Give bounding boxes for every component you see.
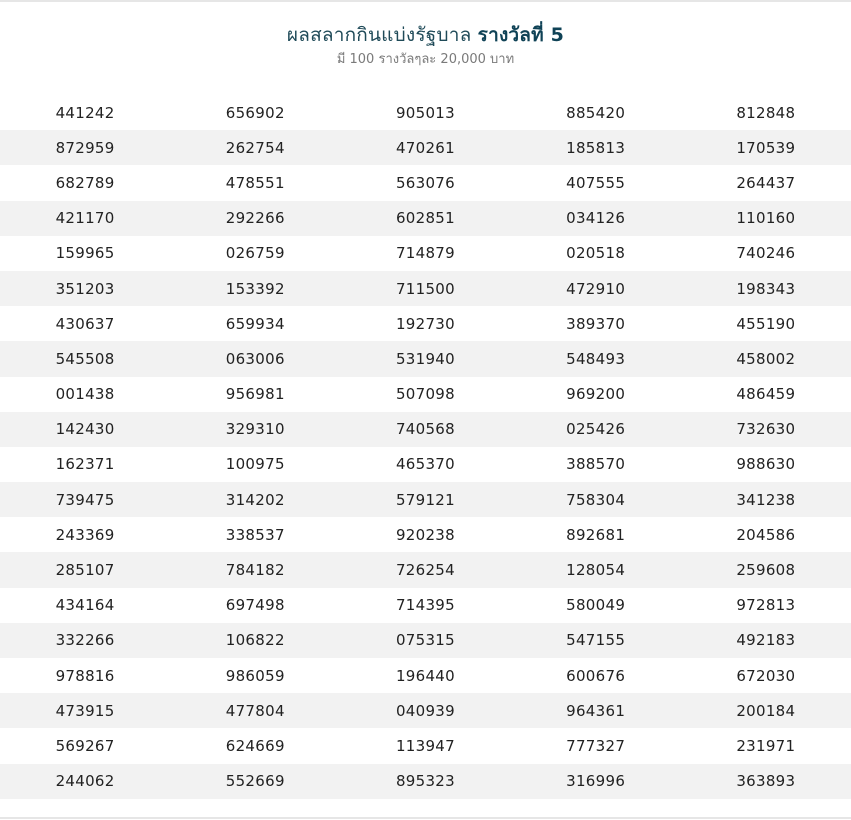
table-row (0, 306, 851, 341)
winning-number: 682789 (55, 173, 115, 192)
winning-number: 244062 (55, 772, 115, 791)
winning-number: 714879 (395, 244, 455, 263)
winning-number: 777327 (566, 736, 626, 755)
winning-number: 739475 (55, 490, 115, 509)
winning-number: 988630 (736, 455, 796, 474)
winning-number: 110160 (736, 209, 796, 228)
winning-number: 492183 (736, 631, 796, 650)
winning-numbers-grid (0, 95, 851, 799)
winning-number: 200184 (736, 701, 796, 720)
prize-tier-label: รางวัลที่ 5 (477, 24, 565, 46)
winning-number: 732630 (736, 420, 796, 439)
winning-number: 262754 (225, 138, 285, 157)
table-row (0, 201, 851, 236)
winning-number: 478551 (225, 173, 285, 192)
table-row (0, 658, 851, 693)
winning-number: 243369 (55, 525, 115, 544)
table-row (0, 447, 851, 482)
winning-number: 142430 (55, 420, 115, 439)
winning-number: 758304 (566, 490, 626, 509)
winning-number: 196440 (395, 666, 455, 685)
winning-number: 001438 (55, 385, 115, 404)
winning-number: 711500 (395, 279, 455, 298)
winning-number: 507098 (395, 385, 455, 404)
winning-number: 885420 (566, 103, 626, 122)
winning-number: 872959 (55, 138, 115, 157)
table-row (0, 377, 851, 412)
winning-number: 192730 (395, 314, 455, 333)
winning-number: 920238 (395, 525, 455, 544)
winning-number: 316996 (566, 772, 626, 791)
winning-number: 784182 (225, 561, 285, 580)
winning-number: 740246 (736, 244, 796, 263)
winning-number: 040939 (395, 701, 455, 720)
winning-number: 314202 (225, 490, 285, 509)
winning-number: 204586 (736, 525, 796, 544)
winning-number: 063006 (225, 349, 285, 368)
winning-number: 020518 (566, 244, 626, 263)
winning-number: 895323 (395, 772, 455, 791)
table-row (0, 271, 851, 306)
winning-number: 547155 (566, 631, 626, 650)
winning-number: 470261 (395, 138, 455, 157)
table-row (0, 95, 851, 130)
winning-number: 697498 (225, 596, 285, 615)
table-row (0, 236, 851, 271)
winning-number: 726254 (395, 561, 455, 580)
winning-number: 113947 (395, 736, 455, 755)
winning-number: 580049 (566, 596, 626, 615)
winning-number: 672030 (736, 666, 796, 685)
winning-number: 198343 (736, 279, 796, 298)
winning-number: 972813 (736, 596, 796, 615)
winning-number: 185813 (566, 138, 626, 157)
winning-number: 162371 (55, 455, 115, 474)
table-row (0, 764, 851, 799)
winning-number: 978816 (55, 666, 115, 685)
winning-number: 332266 (55, 631, 115, 650)
winning-number: 434164 (55, 596, 115, 615)
winning-number: 034126 (566, 209, 626, 228)
winning-number: 455190 (736, 314, 796, 333)
winning-number: 602851 (395, 209, 455, 228)
winning-number: 259608 (736, 561, 796, 580)
winning-number: 563076 (395, 173, 455, 192)
winning-number: 458002 (736, 349, 796, 368)
table-row (0, 482, 851, 517)
winning-number: 100975 (225, 455, 285, 474)
table-row (0, 728, 851, 763)
table-row (0, 130, 851, 165)
prize-subtitle: มี 100 รางวัลๆละ 20,000 บาท (336, 52, 515, 67)
winning-number: 441242 (55, 103, 115, 122)
winning-number: 892681 (566, 525, 626, 544)
winning-number: 026759 (225, 244, 285, 263)
winning-number: 714395 (395, 596, 455, 615)
winning-number: 969200 (566, 385, 626, 404)
winning-number: 531940 (395, 349, 455, 368)
winning-number: 659934 (225, 314, 285, 333)
winning-number: 407555 (566, 173, 626, 192)
page-title (0, 22, 851, 48)
winning-number: 579121 (395, 490, 455, 509)
winning-number: 264437 (736, 173, 796, 192)
winning-number: 624669 (225, 736, 285, 755)
winning-number: 430637 (55, 314, 115, 333)
winning-number: 341238 (736, 490, 796, 509)
table-row (0, 552, 851, 587)
winning-number: 600676 (566, 666, 626, 685)
winning-number: 964361 (566, 701, 626, 720)
table-row (0, 412, 851, 447)
winning-number: 486459 (736, 385, 796, 404)
winning-number: 351203 (55, 279, 115, 298)
winning-number: 740568 (395, 420, 455, 439)
winning-number: 292266 (225, 209, 285, 228)
winning-number: 473915 (55, 701, 115, 720)
winning-number: 170539 (736, 138, 796, 157)
winning-number: 231971 (736, 736, 796, 755)
winning-number: 545508 (55, 349, 115, 368)
winning-number: 465370 (395, 455, 455, 474)
winning-number: 025426 (566, 420, 626, 439)
winning-number: 106822 (225, 631, 285, 650)
winning-number: 548493 (566, 349, 626, 368)
table-row (0, 165, 851, 200)
winning-number: 472910 (566, 279, 626, 298)
winning-number: 153392 (225, 279, 285, 298)
winning-number: 329310 (225, 420, 285, 439)
table-row (0, 517, 851, 552)
bottom-divider (0, 817, 851, 819)
winning-number: 075315 (395, 631, 455, 650)
results-header (0, 22, 851, 69)
winning-number: 569267 (55, 736, 115, 755)
winning-number: 363893 (736, 772, 796, 791)
winning-number: 128054 (566, 561, 626, 580)
winning-number: 285107 (55, 561, 115, 580)
top-divider (0, 0, 851, 2)
winning-number: 986059 (225, 666, 285, 685)
table-row (0, 693, 851, 728)
winning-number: 421170 (55, 209, 115, 228)
winning-number: 389370 (566, 314, 626, 333)
winning-number: 905013 (395, 103, 455, 122)
table-row (0, 341, 851, 376)
winning-number: 956981 (225, 385, 285, 404)
winning-number: 552669 (225, 772, 285, 791)
winning-number: 338537 (225, 525, 285, 544)
winning-number: 388570 (566, 455, 626, 474)
winning-number: 656902 (225, 103, 285, 122)
table-row (0, 588, 851, 623)
winning-number: 159965 (55, 244, 115, 263)
winning-number: 812848 (736, 103, 796, 122)
table-row (0, 623, 851, 658)
title-prefix: ผลสลากกินแบ่งรัฐบาล (286, 24, 472, 46)
winning-number: 477804 (225, 701, 285, 720)
